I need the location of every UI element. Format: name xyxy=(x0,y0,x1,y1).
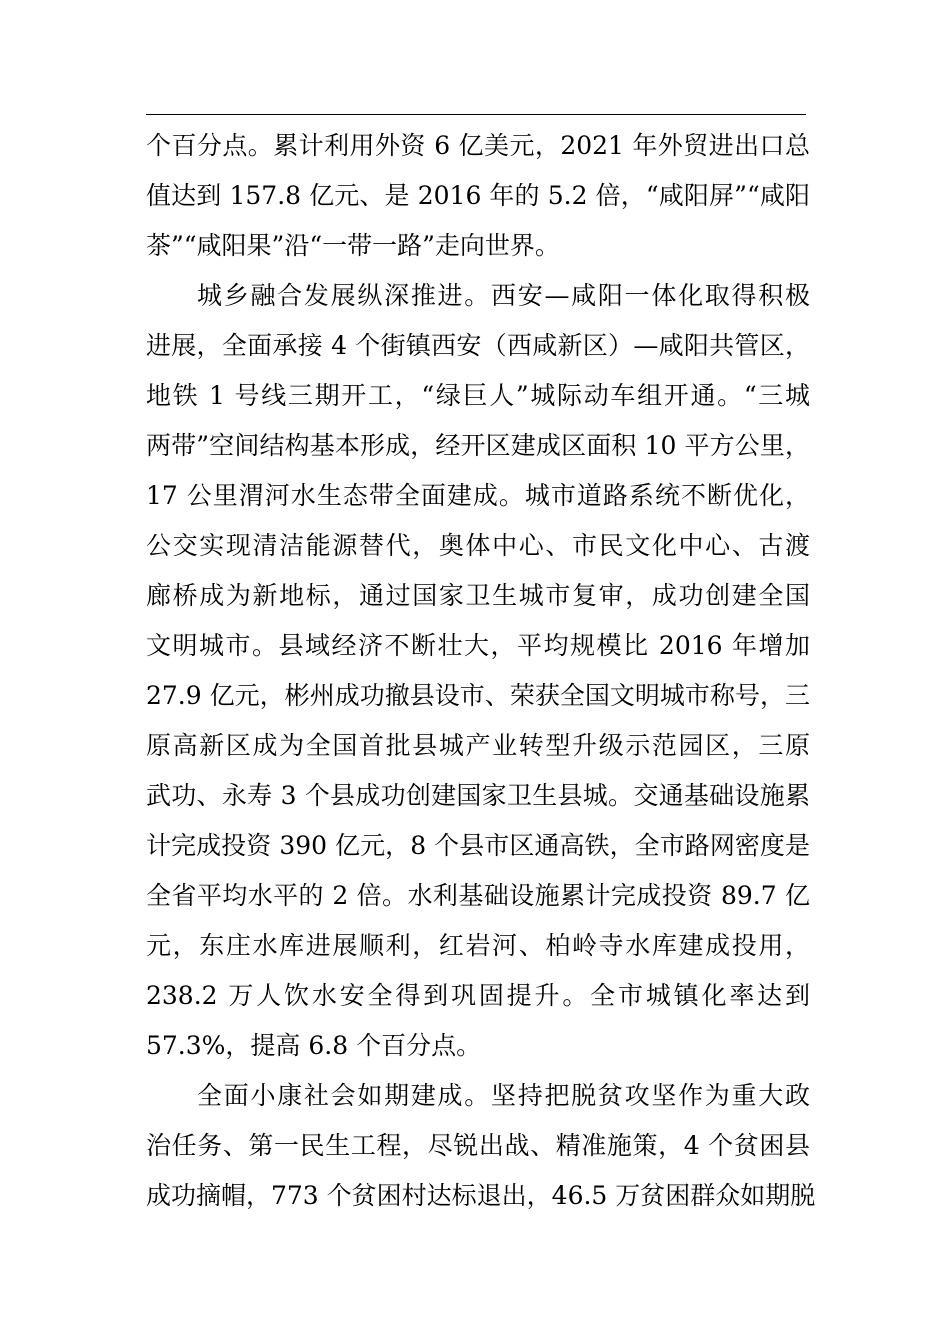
text-line: 27.9 亿元，彬州成功撤县设市、荣获全国文明城市称号，三 xyxy=(146,681,810,710)
text-line: 进展，全面承接 4 个街镇西安（西咸新区）—咸阳共管区， xyxy=(146,331,810,360)
text-line: 值达到 157.8 亿元、是 2016 年的 5.2 倍，“咸阳屏”“咸阳 xyxy=(146,181,810,210)
text-line: 个百分点。累计利用外资 6 亿美元，2021 年外贸进出口总 xyxy=(146,131,810,160)
text-line: 地铁 1 号线三期开工，“绿巨人”城际动车组开通。“三城 xyxy=(146,381,810,410)
text-line: 武功、永寿 3 个县成功创建国家卫生县城。交通基础设施累 xyxy=(146,781,810,810)
text-line: 廊桥成为新地标，通过国家卫生城市复审，成功创建全国 xyxy=(146,581,810,610)
text-line: 文明城市。县域经济不断壮大，平均规模比 2016 年增加 xyxy=(146,631,810,660)
text-line: 治任务、第一民生工程，尽锐出战、精准施策，4 个贫困县 xyxy=(146,1131,810,1160)
text-line: 原高新区成为全国首批县城产业转型升级示范园区，三原 xyxy=(146,731,810,760)
text-line: 两带”空间结构基本形成，经开区建成区面积 10 平方公里， xyxy=(146,431,810,460)
paragraph-first-line: 城乡融合发展纵深推进。西安—咸阳一体化取得积极 xyxy=(197,281,810,310)
text-line: 茶”“咸阳果”沿“一带一路”走向世界。 xyxy=(146,231,560,260)
text-line: 17 公里渭河水生态带全面建成。城市道路系统不断优化， xyxy=(146,481,810,510)
text-line: 57.3%，提高 6.8 个百分点。 xyxy=(146,1031,482,1060)
text-line: 238.2 万人饮水安全得到巩固提升。全市城镇化率达到 xyxy=(146,981,810,1010)
text-line: 公交实现清洁能源替代，奥体中心、市民文化中心、古渡 xyxy=(146,531,810,560)
text-line: 全省平均水平的 2 倍。水利基础设施累计完成投资 89.7 亿 xyxy=(146,881,810,910)
text-line: 成功摘帽，773 个贫困村达标退出，46.5 万贫困群众如期脱 xyxy=(146,1181,816,1210)
header-rule xyxy=(146,114,806,115)
text-line: 计完成投资 390 亿元，8 个县市区通高铁，全市路网密度是 xyxy=(146,831,810,860)
text-line: 元，东庄水库进展顺利，红岩河、柏岭寺水库建成投用， xyxy=(146,931,810,960)
paragraph-first-line: 全面小康社会如期建成。坚持把脱贫攻坚作为重大政 xyxy=(197,1081,810,1110)
